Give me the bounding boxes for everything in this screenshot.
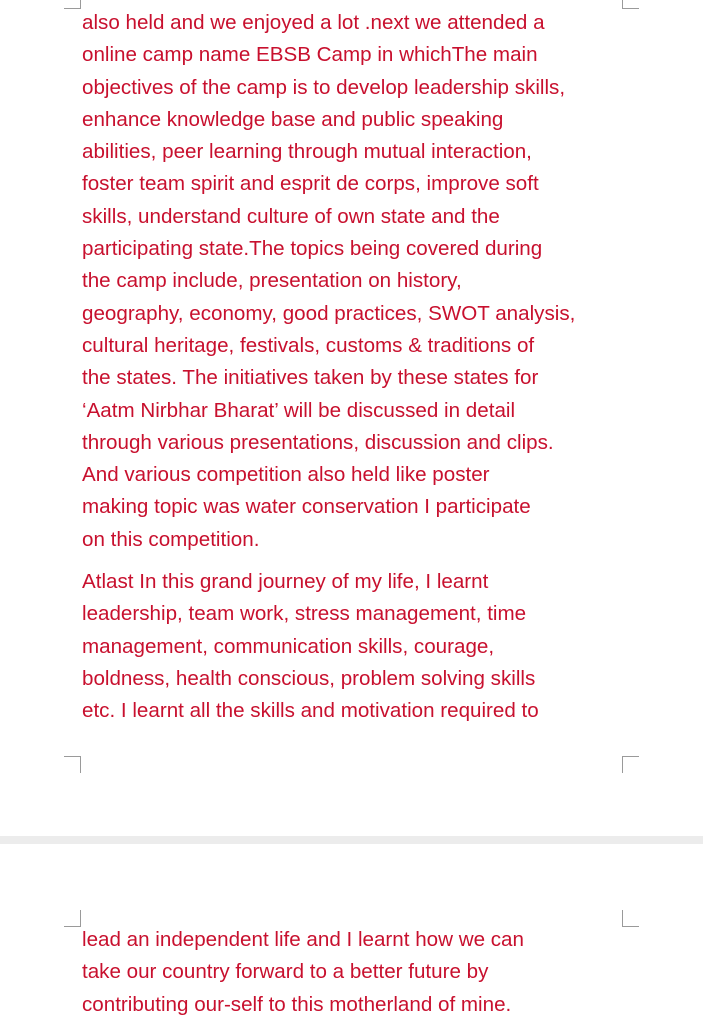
text-line: cultural heritage, festivals, customs & traditions of — [82, 333, 535, 357]
text-line: abilities, peer learning through mutual interaction, — [82, 140, 532, 164]
page-corner-mark-top-left — [64, 0, 81, 9]
text-line: the states. The initiatives taken by these states for — [82, 366, 539, 390]
page-corner-mark-bottom-left — [64, 756, 81, 773]
text-line: foster team spirit and esprit de corps, improve soft — [82, 172, 539, 196]
text-line: etc. I learnt all the skills and motivation required to — [82, 699, 539, 723]
text-line: geography, economy, good practices, SWOT analysis, — [82, 301, 576, 325]
text-line: And various competition also held like poster — [82, 463, 490, 487]
text-line: take our country forward to a better future by — [82, 960, 489, 984]
text-line: on this competition. — [82, 527, 260, 551]
text-line: lead an independent life and I learnt how we can — [82, 928, 524, 951]
text-line: Atlast In this grand journey of my life, I learnt — [82, 570, 489, 593]
text-line: enhance knowledge base and public speaking — [82, 107, 504, 131]
paragraph-ebsb-camp — [82, 7, 642, 556]
text-line: through various presentations, discussion and clips. — [82, 430, 554, 454]
text-line: participating state.The topics being covered during — [82, 237, 543, 261]
document-page-2 — [0, 844, 703, 1024]
paragraph-conclusion — [82, 924, 642, 1021]
text-line: ‘Aatm Nirbhar Bharat’ will be discussed in detail — [82, 398, 516, 422]
text-line: making topic was water conservation I participate — [82, 495, 531, 519]
page-corner-mark-top-left — [64, 910, 81, 927]
text-line: objectives of the camp is to develop leadership skills, — [82, 75, 566, 99]
page-corner-mark-bottom-right — [622, 756, 639, 773]
text-line: the camp include, presentation on history, — [82, 269, 462, 293]
text-line: also held and we enjoyed a lot .next we attended a — [82, 11, 545, 34]
text-line: leadership, team work, stress management, time — [82, 602, 527, 626]
text-line: management, communication skills, courage, — [82, 634, 495, 658]
text-line: boldness, health conscious, problem solving skills — [82, 666, 536, 690]
text-line: contributing our-self to this motherland of mine. — [82, 992, 512, 1016]
text-line: skills, understand culture of own state and the — [82, 204, 500, 228]
text-line: online camp name EBSB Camp in whichThe main — [82, 43, 538, 67]
page-separator — [0, 836, 703, 844]
paragraph-learnings — [82, 566, 642, 727]
